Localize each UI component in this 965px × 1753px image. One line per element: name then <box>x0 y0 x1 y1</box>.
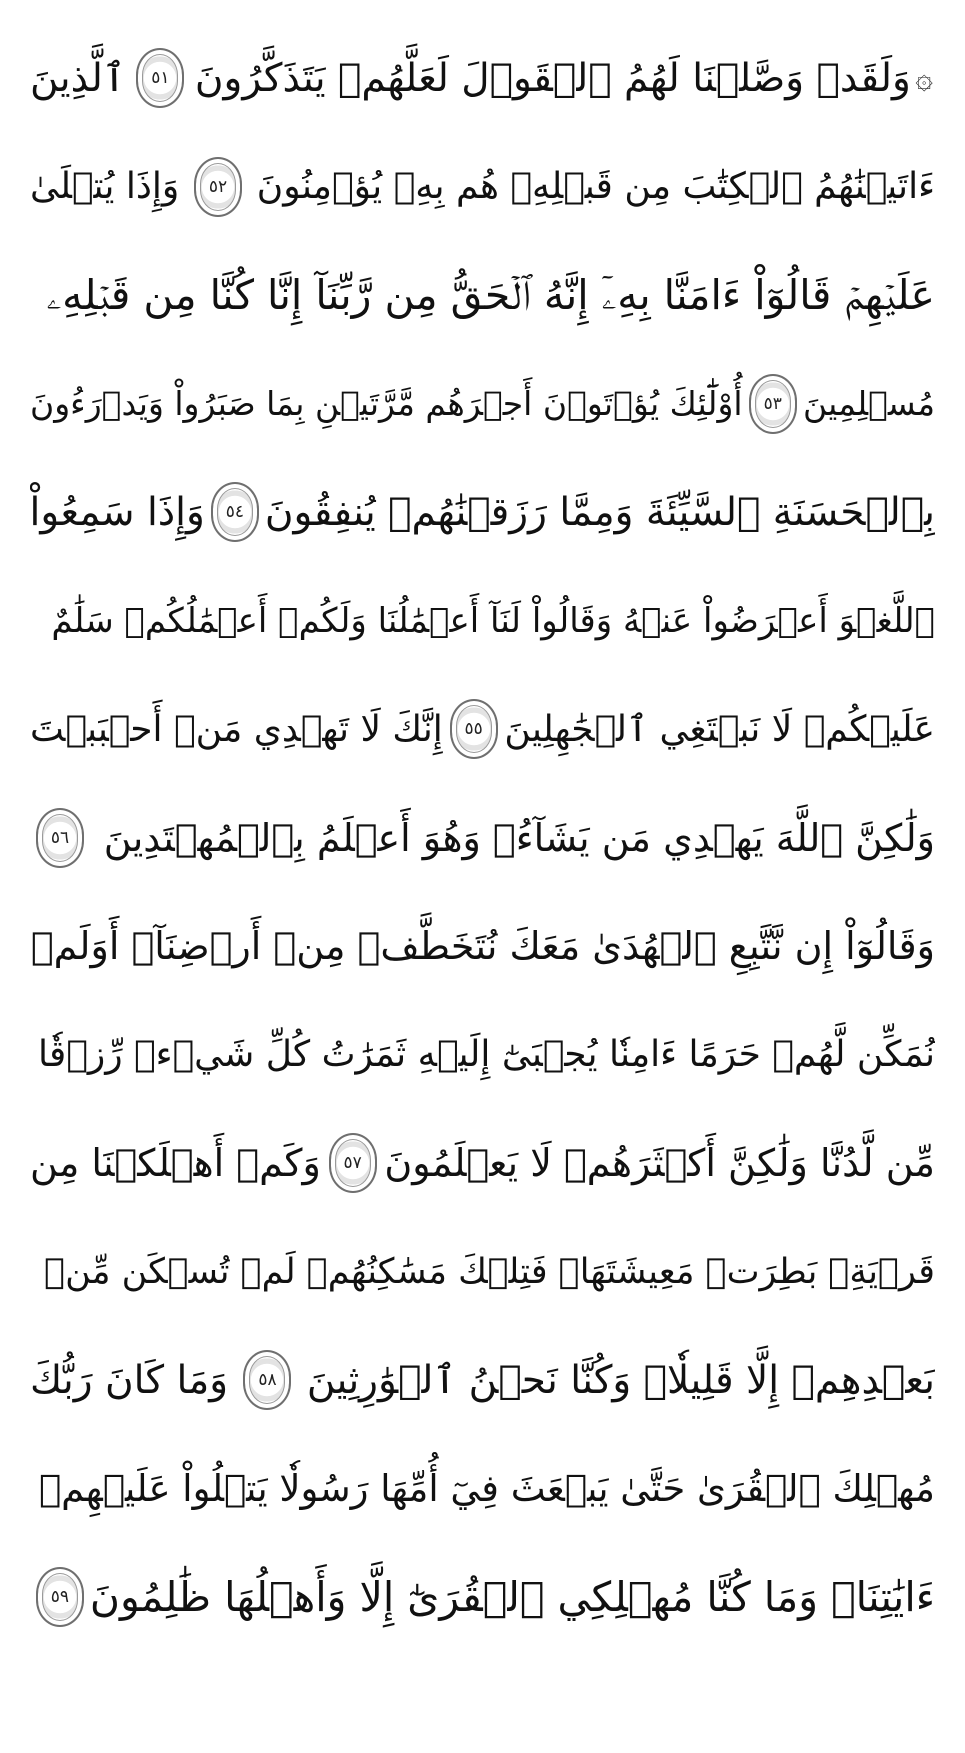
ayah-number-marker: ٥٥ <box>450 699 498 759</box>
ayah-number-marker: ٥٦ <box>36 808 84 868</box>
verse-text: ٱلَّذِينَ <box>30 55 126 101</box>
verse-text: وَقَالُوٓاْ إِن نَّتَّبِعِ ٱلۡهُدَىٰ مَعَكَ نُتَخَطَّفۡ مِنۡ أَرۡضِنَآۚ أَوَلَمۡ <box>30 924 935 969</box>
verse-line <box>30 1109 935 1218</box>
verse-line <box>30 567 935 676</box>
verse-line <box>30 1435 935 1544</box>
verse-text: بَعۡدِهِمۡ إِلَّا قَلِيلٗاۖ وَكُنَّا نَحۡنُ ٱلۡوَٰرِثِينَ <box>306 1357 935 1403</box>
verse-line <box>30 458 935 567</box>
verse-text: قَرۡيَةِۭ بَطِرَتۡ مَعِيشَتَهَاۖ فَتِلۡكَ مَسَٰكِنُهُمۡ لَمۡ تُسۡكَن مِّنۢ <box>44 1251 935 1292</box>
verse-text: ٱللَّغۡوَ أَعۡرَضُواْ عَنۡهُ وَقَالُواْ لَنَآ أَعۡمَٰلُنَا وَلَكُمۡ أَعۡمَٰلُكُمۡ سَلَٰمٌ <box>51 600 935 641</box>
verse-text: وَإِذَا سَمِعُواْ <box>30 489 205 535</box>
verse-text: وَمَا كَانَ رَبُّكَ <box>30 1357 229 1403</box>
verse-text: إِنَّكَ لَا تَهۡدِي مَنۡ أَحۡبَبۡتَ <box>30 708 443 750</box>
verse-line <box>30 1001 935 1110</box>
verse-line <box>30 1543 935 1652</box>
verse-text: عَلَيۡهِمۡ قَالُوٓاْ ءَامَنَّا بِهِۦٓ إِنَّهُ ٱلۡحَقُّ مِن رَّبِّنَآ إِنَّا كُنَّا مِن قَبۡلِهِۦ <box>46 270 935 319</box>
ayah-number-marker: ٥١ <box>136 48 184 108</box>
verse-text: وَإِذَا يُتۡلَىٰ <box>30 166 180 208</box>
verse-line <box>30 675 935 784</box>
verse-text: نُمَكِّن لَّهُمۡ حَرَمًا ءَامِنٗا يُجۡبَىٰٓ إِلَيۡهِ ثَمَرَٰتُ كُلِّ شَيۡءٖ رِّزۡقٗا <box>38 1034 935 1076</box>
verse-text: وَلَٰكِنَّ ٱللَّهَ يَهۡدِي مَن يَشَآءُۚ وَهُوَ أَعۡلَمُ بِٱلۡمُهۡتَدِينَ <box>103 815 935 860</box>
hizb-quarter-mark: ۞ <box>915 60 933 96</box>
verse-text: مِّن لَّدُنَّا وَلَٰكِنَّ أَكۡثَرَهُمۡ لَا يَعۡلَمُونَ <box>384 1141 935 1186</box>
verse-line <box>30 24 935 133</box>
verse-line <box>30 241 935 350</box>
verse-line <box>30 1218 935 1327</box>
ayah-number-marker: ٥٤ <box>211 482 259 542</box>
verse-text: أُوْلَٰٓئِكَ يُؤۡتَوۡنَ أَجۡرَهُم مَّرَّتَيۡنِ بِمَا صَبَرُواْ وَيَدۡرَءُونَ <box>30 384 743 424</box>
verse-line <box>30 1326 935 1435</box>
ayah-number-marker: ٥٢ <box>194 157 242 217</box>
verse-line <box>30 350 935 459</box>
verse-line <box>30 892 935 1001</box>
verse-text: ءَاتَيۡنَٰهُمُ ٱلۡكِتَٰبَ مِن قَبۡلِهِۦ هُم بِهِۦ يُؤۡمِنُونَ <box>256 166 935 208</box>
verse-text: بِٱلۡحَسَنَةِ ٱلسَّيِّئَةَ وَمِمَّا رَزَقۡنَٰهُمۡ يُنفِقُونَ <box>264 489 935 535</box>
ayah-number-marker: ٥٧ <box>329 1133 377 1193</box>
verse-text: وَكَمۡ أَهۡلَكۡنَا مِن <box>30 1141 321 1186</box>
verse-text: ءَايَٰتِنَاۚ وَمَا كُنَّا مُهۡلِكِي ٱلۡقُرَىٰٓ إِلَّا وَأَهۡلُهَا ظَٰلِمُونَ <box>89 1573 935 1622</box>
ayah-number-marker: ٥٩ <box>36 1567 84 1627</box>
verse-text: مُهۡلِكَ ٱلۡقُرَىٰ حَتَّىٰ يَبۡعَثَ فِيٓ أُمِّهَا رَسُولٗا يَتۡلُواْ عَلَيۡهِمۡ <box>38 1467 935 1511</box>
verse-line <box>30 784 935 893</box>
ayah-number-marker: ٥٨ <box>243 1350 291 1410</box>
verse-text: عَلَيۡكُمۡ لَا نَبۡتَغِي ٱلۡجَٰهِلِينَ <box>504 708 935 750</box>
ayah-number-marker: ٥٣ <box>749 374 797 434</box>
verse-text: مُسۡلِمِينَ <box>803 384 935 424</box>
verse-text: وَلَقَدۡ وَصَّلۡنَا لَهُمُ ٱلۡقَوۡلَ لَعَلَّهُمۡ يَتَذَكَّرُونَ <box>194 55 911 101</box>
verse-line <box>30 133 935 242</box>
